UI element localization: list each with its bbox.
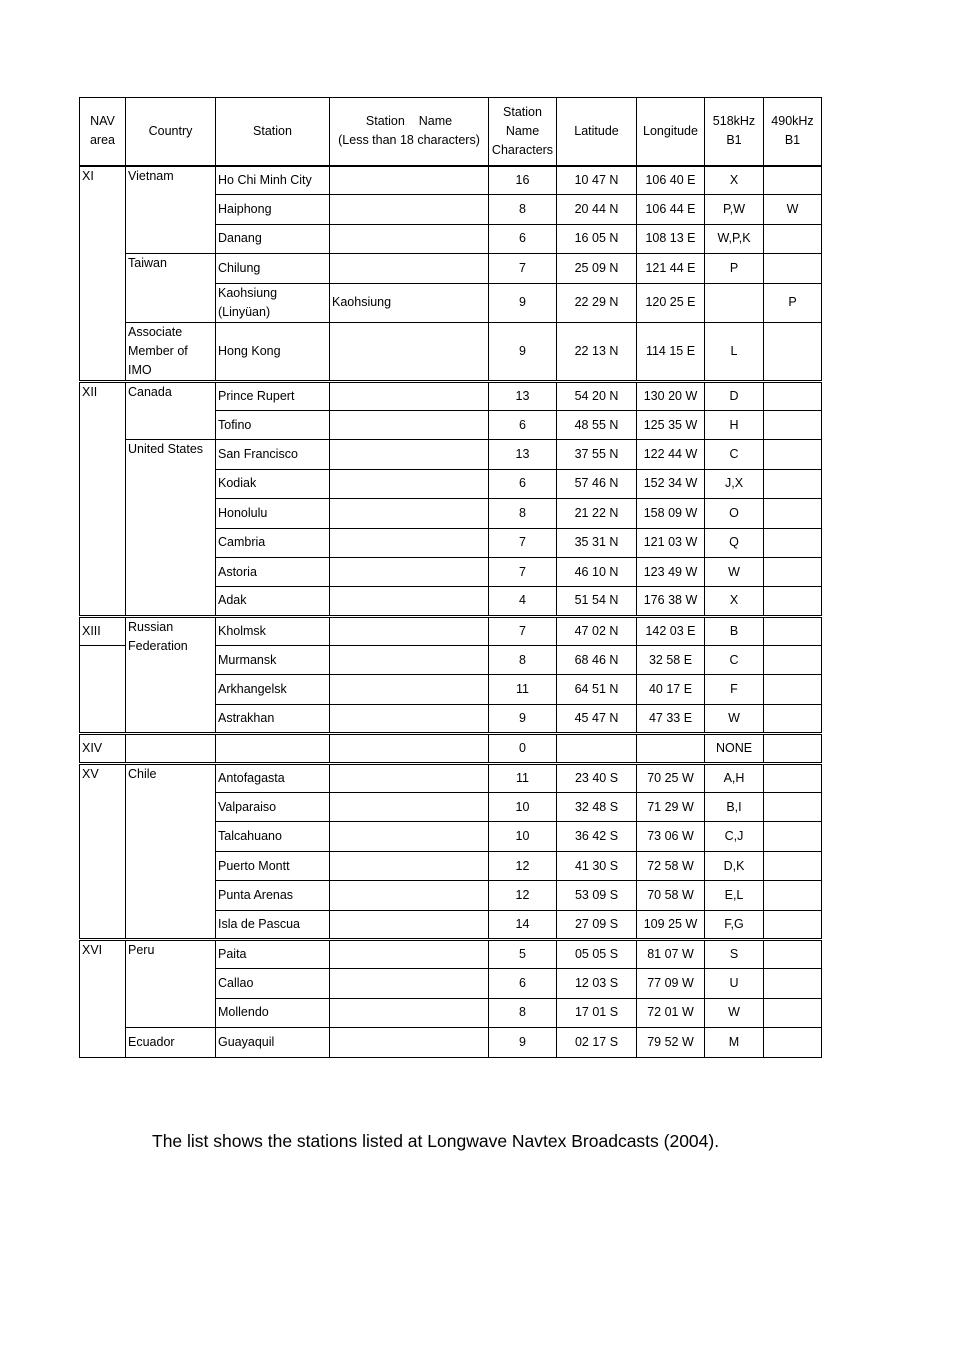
freq-490-cell xyxy=(764,528,822,557)
longitude-cell: 121 03 W xyxy=(637,528,705,557)
country-cell: United States xyxy=(126,440,216,616)
station-name-cell xyxy=(330,410,489,439)
station-name-cell xyxy=(330,224,489,253)
freq-490-cell xyxy=(764,910,822,939)
country-cell: Peru xyxy=(126,939,216,1027)
station-cell: Mollendo xyxy=(216,998,330,1027)
station-name-cell xyxy=(330,939,489,968)
freq-490-cell xyxy=(764,734,822,763)
freq-490-cell xyxy=(764,1028,822,1057)
nav-area-xv-group xyxy=(80,763,822,939)
station-cell: Guayaquil xyxy=(216,1028,330,1057)
station-name-cell xyxy=(330,881,489,910)
latitude-cell: 47 02 N xyxy=(557,616,637,645)
header-country: Country xyxy=(126,98,216,166)
freq-518-cell: Q xyxy=(705,528,764,557)
station-cell: Danang xyxy=(216,224,330,253)
latitude-cell: 23 40 S xyxy=(557,763,637,792)
table-row xyxy=(80,254,822,283)
station-name-cell xyxy=(330,969,489,998)
freq-490-cell xyxy=(764,322,822,381)
table-row xyxy=(80,939,822,968)
station-name-cell xyxy=(330,763,489,792)
header-station-name: Station Name (Less than 18 characters) xyxy=(330,98,489,166)
table-row xyxy=(80,734,822,763)
header-490khz: 490kHz B1 xyxy=(764,98,822,166)
freq-518-cell: A,H xyxy=(705,763,764,792)
chars-cell: 7 xyxy=(489,254,557,283)
freq-518-cell: S xyxy=(705,939,764,968)
chars-cell: 8 xyxy=(489,499,557,528)
latitude-cell: 41 30 S xyxy=(557,851,637,880)
freq-518-cell: H xyxy=(705,410,764,439)
nav-area-cell: XII xyxy=(80,381,126,616)
nav-area-spacer xyxy=(80,646,126,734)
country-cell: Chile xyxy=(126,763,216,939)
chars-cell: 9 xyxy=(489,283,557,322)
table-header xyxy=(80,98,822,166)
latitude-cell: 46 10 N xyxy=(557,557,637,586)
freq-518-cell: C,J xyxy=(705,822,764,851)
chars-cell: 6 xyxy=(489,469,557,498)
freq-490-cell xyxy=(764,224,822,253)
station-cell: Ho Chi Minh City xyxy=(216,166,330,195)
station-cell: Puerto Montt xyxy=(216,851,330,880)
latitude-cell: 21 22 N xyxy=(557,499,637,528)
chars-cell: 10 xyxy=(489,822,557,851)
chars-cell: 9 xyxy=(489,1028,557,1057)
navtex-station-table xyxy=(79,97,822,1058)
station-cell: Murmansk xyxy=(216,646,330,675)
country-cell: Associate Member of IMO xyxy=(126,322,216,381)
chars-cell: 4 xyxy=(489,587,557,616)
freq-518-cell: X xyxy=(705,587,764,616)
station-name-cell xyxy=(330,381,489,410)
freq-490-cell xyxy=(764,793,822,822)
nav-area-xiii-group xyxy=(80,616,822,734)
header-latitude: Latitude xyxy=(557,98,637,166)
freq-490-cell xyxy=(764,557,822,586)
station-name-cell xyxy=(330,440,489,469)
table-row xyxy=(80,322,822,381)
freq-518-cell: NONE xyxy=(705,734,764,763)
station-cell: Talcahuano xyxy=(216,822,330,851)
station-cell: Callao xyxy=(216,969,330,998)
latitude-cell: 53 09 S xyxy=(557,881,637,910)
longitude-cell: 72 01 W xyxy=(637,998,705,1027)
longitude-cell: 114 15 E xyxy=(637,322,705,381)
chars-cell: 9 xyxy=(489,322,557,381)
freq-490-cell xyxy=(764,587,822,616)
freq-490-cell xyxy=(764,381,822,410)
longitude-cell: 79 52 W xyxy=(637,1028,705,1057)
freq-518-cell: L xyxy=(705,322,764,381)
station-cell: San Francisco xyxy=(216,440,330,469)
table-row xyxy=(80,440,822,469)
freq-518-cell: W,P,K xyxy=(705,224,764,253)
station-cell: Arkhangelsk xyxy=(216,675,330,704)
freq-518-cell: B,I xyxy=(705,793,764,822)
longitude-cell: 158 09 W xyxy=(637,499,705,528)
longitude-cell: 130 20 W xyxy=(637,381,705,410)
latitude-cell: 35 31 N xyxy=(557,528,637,557)
station-name-cell xyxy=(330,851,489,880)
station-cell: Adak xyxy=(216,587,330,616)
chars-cell: 7 xyxy=(489,616,557,645)
chars-cell: 6 xyxy=(489,969,557,998)
latitude-cell: 54 20 N xyxy=(557,381,637,410)
longitude-cell: 122 44 W xyxy=(637,440,705,469)
station-name-cell xyxy=(330,675,489,704)
freq-518-cell: D,K xyxy=(705,851,764,880)
station-cell: Isla de Pascua xyxy=(216,910,330,939)
latitude-cell: 32 48 S xyxy=(557,793,637,822)
freq-518-cell: D xyxy=(705,381,764,410)
station-name-cell xyxy=(330,646,489,675)
station-name-cell xyxy=(330,822,489,851)
freq-490-cell xyxy=(764,499,822,528)
freq-518-cell: C xyxy=(705,440,764,469)
chars-cell: 0 xyxy=(489,734,557,763)
longitude-cell: 72 58 W xyxy=(637,851,705,880)
freq-490-cell xyxy=(764,763,822,792)
latitude-cell: 20 44 N xyxy=(557,195,637,224)
freq-490-cell xyxy=(764,675,822,704)
freq-518-cell: J,X xyxy=(705,469,764,498)
freq-490-cell: W xyxy=(764,195,822,224)
latitude-cell: 17 01 S xyxy=(557,998,637,1027)
chars-cell: 12 xyxy=(489,881,557,910)
freq-518-cell: F,G xyxy=(705,910,764,939)
freq-518-cell: P xyxy=(705,254,764,283)
station-cell: Astrakhan xyxy=(216,704,330,733)
station-cell: Kodiak xyxy=(216,469,330,498)
station-name-cell xyxy=(330,322,489,381)
station-cell: Astoria xyxy=(216,557,330,586)
chars-cell: 8 xyxy=(489,998,557,1027)
table-row xyxy=(80,381,822,410)
country-cell: Russian Federation xyxy=(126,616,216,734)
nav-area-cell: XIV xyxy=(80,734,126,763)
station-name-cell xyxy=(330,469,489,498)
chars-cell: 6 xyxy=(489,224,557,253)
latitude-cell: 27 09 S xyxy=(557,910,637,939)
longitude-cell: 123 49 W xyxy=(637,557,705,586)
station-cell: Chilung xyxy=(216,254,330,283)
station-cell: Valparaiso xyxy=(216,793,330,822)
country-cell xyxy=(126,734,216,763)
station-cell: Prince Rupert xyxy=(216,381,330,410)
station-cell: Kholmsk xyxy=(216,616,330,645)
nav-area-cell: XV xyxy=(80,763,126,939)
table-row xyxy=(80,616,822,645)
freq-490-cell xyxy=(764,469,822,498)
nav-area-cell: XI xyxy=(80,166,126,382)
longitude-cell: 47 33 E xyxy=(637,704,705,733)
chars-cell: 7 xyxy=(489,528,557,557)
longitude-cell xyxy=(637,734,705,763)
longitude-cell: 40 17 E xyxy=(637,675,705,704)
longitude-cell: 109 25 W xyxy=(637,910,705,939)
station-name-cell xyxy=(330,499,489,528)
freq-518-cell xyxy=(705,283,764,322)
longitude-cell: 176 38 W xyxy=(637,587,705,616)
nav-area-cell: XIII xyxy=(80,616,126,645)
latitude-cell: 48 55 N xyxy=(557,410,637,439)
station-name-cell xyxy=(330,910,489,939)
latitude-cell: 25 09 N xyxy=(557,254,637,283)
station-name-cell xyxy=(330,528,489,557)
latitude-cell: 05 05 S xyxy=(557,939,637,968)
station-cell: Hong Kong xyxy=(216,322,330,381)
longitude-cell: 108 13 E xyxy=(637,224,705,253)
station-cell: Haiphong xyxy=(216,195,330,224)
table-caption: The list shows the stations listed at Longwave Navtex Broadcasts (2004). xyxy=(152,1131,720,1151)
freq-518-cell: P,W xyxy=(705,195,764,224)
station-name-cell xyxy=(330,734,489,763)
station-name-cell xyxy=(330,793,489,822)
nav-area-xiv-group xyxy=(80,734,822,763)
freq-490-cell xyxy=(764,969,822,998)
nav-area-xi-group xyxy=(80,166,822,382)
nav-area-xii-group xyxy=(80,381,822,616)
longitude-cell: 70 58 W xyxy=(637,881,705,910)
freq-518-cell: X xyxy=(705,166,764,195)
chars-cell: 9 xyxy=(489,704,557,733)
latitude-cell: 22 13 N xyxy=(557,322,637,381)
freq-490-cell xyxy=(764,410,822,439)
freq-518-cell: U xyxy=(705,969,764,998)
freq-518-cell: F xyxy=(705,675,764,704)
chars-cell: 13 xyxy=(489,440,557,469)
chars-cell: 8 xyxy=(489,195,557,224)
freq-490-cell xyxy=(764,646,822,675)
header-station-name-characters: Station Name Characters xyxy=(489,98,557,166)
freq-490-cell xyxy=(764,616,822,645)
longitude-cell: 81 07 W xyxy=(637,939,705,968)
chars-cell: 10 xyxy=(489,793,557,822)
chars-cell: 13 xyxy=(489,381,557,410)
header-nav-area: NAV area xyxy=(80,98,126,166)
longitude-cell: 73 06 W xyxy=(637,822,705,851)
chars-cell: 7 xyxy=(489,557,557,586)
station-cell: Honolulu xyxy=(216,499,330,528)
latitude-cell: 02 17 S xyxy=(557,1028,637,1057)
station-name-cell xyxy=(330,166,489,195)
latitude-cell: 22 29 N xyxy=(557,283,637,322)
station-cell: Paita xyxy=(216,939,330,968)
longitude-cell: 121 44 E xyxy=(637,254,705,283)
station-cell: Antofagasta xyxy=(216,763,330,792)
freq-490-cell xyxy=(764,881,822,910)
country-cell: Taiwan xyxy=(126,254,216,322)
latitude-cell: 12 03 S xyxy=(557,969,637,998)
table-row xyxy=(80,763,822,792)
table-row xyxy=(80,166,822,195)
station-name-cell xyxy=(330,557,489,586)
latitude-cell: 64 51 N xyxy=(557,675,637,704)
freq-518-cell: B xyxy=(705,616,764,645)
latitude-cell: 45 47 N xyxy=(557,704,637,733)
longitude-cell: 152 34 W xyxy=(637,469,705,498)
station-name-cell xyxy=(330,254,489,283)
longitude-cell: 142 03 E xyxy=(637,616,705,645)
longitude-cell: 106 44 E xyxy=(637,195,705,224)
country-cell: Ecuador xyxy=(126,1028,216,1057)
freq-490-cell xyxy=(764,166,822,195)
station-name-cell xyxy=(330,587,489,616)
station-name-cell xyxy=(330,998,489,1027)
longitude-cell: 71 29 W xyxy=(637,793,705,822)
header-station: Station xyxy=(216,98,330,166)
nav-area-xvi-group xyxy=(80,939,822,1057)
chars-cell: 5 xyxy=(489,939,557,968)
latitude-cell: 37 55 N xyxy=(557,440,637,469)
station-name-cell xyxy=(330,1028,489,1057)
chars-cell: 12 xyxy=(489,851,557,880)
chars-cell: 16 xyxy=(489,166,557,195)
station-name-cell xyxy=(330,616,489,645)
station-cell: Kaohsiung (Linyüan) xyxy=(216,283,330,322)
chars-cell: 11 xyxy=(489,763,557,792)
longitude-cell: 77 09 W xyxy=(637,969,705,998)
latitude-cell: 10 47 N xyxy=(557,166,637,195)
header-longitude: Longitude xyxy=(637,98,705,166)
freq-490-cell xyxy=(764,822,822,851)
freq-490-cell xyxy=(764,440,822,469)
freq-518-cell: O xyxy=(705,499,764,528)
nav-area-cell: XVI xyxy=(80,939,126,1057)
longitude-cell: 32 58 E xyxy=(637,646,705,675)
freq-490-cell xyxy=(764,998,822,1027)
freq-518-cell: E,L xyxy=(705,881,764,910)
freq-490-cell xyxy=(764,704,822,733)
freq-518-cell: C xyxy=(705,646,764,675)
station-name-cell xyxy=(330,195,489,224)
station-cell: Tofino xyxy=(216,410,330,439)
table-row xyxy=(80,1028,822,1057)
longitude-cell: 70 25 W xyxy=(637,763,705,792)
freq-490-cell xyxy=(764,939,822,968)
longitude-cell: 106 40 E xyxy=(637,166,705,195)
latitude-cell: 36 42 S xyxy=(557,822,637,851)
latitude-cell: 57 46 N xyxy=(557,469,637,498)
latitude-cell: 16 05 N xyxy=(557,224,637,253)
station-cell: Cambria xyxy=(216,528,330,557)
header-518khz: 518kHz B1 xyxy=(705,98,764,166)
country-cell: Canada xyxy=(126,381,216,440)
station-name-cell: Kaohsiung xyxy=(330,283,489,322)
freq-518-cell: W xyxy=(705,998,764,1027)
country-cell: Vietnam xyxy=(126,166,216,254)
chars-cell: 14 xyxy=(489,910,557,939)
chars-cell: 11 xyxy=(489,675,557,704)
latitude-cell xyxy=(557,734,637,763)
latitude-cell: 68 46 N xyxy=(557,646,637,675)
freq-518-cell: M xyxy=(705,1028,764,1057)
freq-518-cell: W xyxy=(705,704,764,733)
freq-490-cell: P xyxy=(764,283,822,322)
latitude-cell: 51 54 N xyxy=(557,587,637,616)
freq-518-cell: W xyxy=(705,557,764,586)
station-cell xyxy=(216,734,330,763)
station-name-cell xyxy=(330,704,489,733)
freq-490-cell xyxy=(764,851,822,880)
station-cell: Punta Arenas xyxy=(216,881,330,910)
freq-490-cell xyxy=(764,254,822,283)
chars-cell: 6 xyxy=(489,410,557,439)
longitude-cell: 120 25 E xyxy=(637,283,705,322)
chars-cell: 8 xyxy=(489,646,557,675)
longitude-cell: 125 35 W xyxy=(637,410,705,439)
